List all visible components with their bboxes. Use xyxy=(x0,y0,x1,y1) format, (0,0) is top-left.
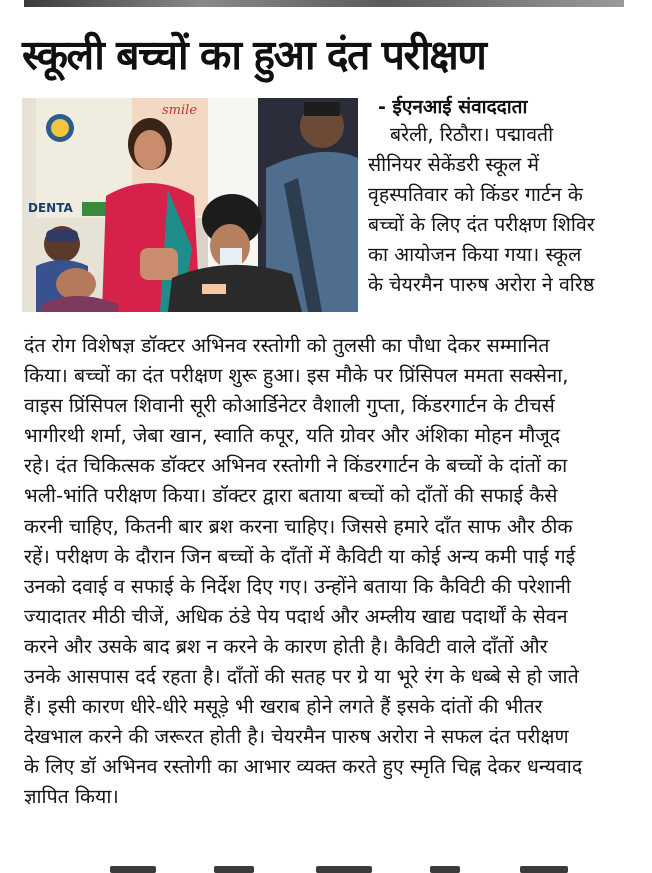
body-text-full-width xyxy=(24,331,638,813)
text-line: भागीरथी शर्मा, जेबा खान, स्वाति कपूर, यति ग्रोवर और अंशिका मोहन मौजूद xyxy=(24,424,561,448)
text-line: हैं। इसी कारण धीरे-धीरे मसूड़े भी खराब होने लगते हैं इसके दांतों की भीतर xyxy=(24,695,543,719)
photo-banner-text: smile xyxy=(162,103,198,118)
text-line: दंत रोग विशेषज्ञ डॉक्टर अभिनव रस्तोगी को तुलसी का पौधा देकर सम्मानित xyxy=(24,334,550,357)
text-line: भली-भांति परीक्षण किया। डॉक्टर द्वारा बताया बच्चों को दाँतों की सफाई कैसे xyxy=(24,484,558,508)
headline: स्कूली बच्चों का हुआ दंत परीक्षण xyxy=(22,31,486,79)
text-line: ज्यादातर मीठी चीजें, अधिक ठंडे पेय पदार्थ और अम्लीय खाद्य पदार्थों के सेवन xyxy=(24,604,568,628)
text-line: के चेयरमैन पारुष अरोरा ने वरिष्ठ xyxy=(368,273,595,297)
body-text-right-column xyxy=(368,120,640,301)
text-line: रहें। परीक्षण के दौरान जिन बच्चों के दाँतों में कैविटी या कोई अन्य कमी पाई गई xyxy=(24,544,576,568)
text-line: सीनियर सेकेंडरी स्कूल में xyxy=(368,153,540,177)
text-line: किया। बच्चों का दंत परीक्षण शुरू हुआ। इस मौके पर प्रिंसिपल ममता सक्सेना, xyxy=(24,364,569,388)
text-line: करने और उसके बाद ब्रश न करने के कारण होती है। कैविटी वाले दाँतों और xyxy=(24,634,548,658)
text-line: के लिए डॉ अभिनव रस्तोगी का आभार व्यक्त करते हुए स्मृति चिह्न देकर धन्यवाद xyxy=(24,755,583,779)
text-line: करनी चाहिए, कितनी बार ब्रश करना चाहिए। जिससे हमारे दाँत साफ और ठीक xyxy=(24,514,573,538)
byline: - ईएनआई संवाददाता xyxy=(378,96,528,118)
bottom-cropped-strip xyxy=(0,862,652,873)
text-line: का आयोजन किया गया। स्कूल xyxy=(368,243,582,267)
text-line: बच्चों के लिए दंत परीक्षण शिविर xyxy=(368,213,595,237)
text-line: उनके आसपास दर्द रहता है। दाँतों की सतह पर ग्रे या भूरे रंग के धब्बे से हो जाते xyxy=(24,665,579,689)
text-line: वाइस प्रिंसिपल शिवानी सूरी कोआर्डिनेटर वैशाली गुप्ता, किंडरगार्टन के टीचर्स xyxy=(24,394,555,418)
text-line: वृहस्पतिवार को किंडर गार्टन के xyxy=(368,183,583,207)
text-line: उनको दवाई व सफाई के निर्देश दिए गए। उन्होंने बताया कि कैविटी की परेशानी xyxy=(24,574,571,598)
article-photo xyxy=(22,98,358,312)
text-line: देखभाल करने की जरूरत होती है। चेयरमैन पारुष अरोरा ने सफल दंत परीक्षण xyxy=(24,725,569,749)
top-cropped-strip xyxy=(0,0,652,14)
text-line: रहे। दंत चिकित्सक डॉक्टर अभिनव रस्तोगी ने किंडरगार्टन के बच्चों के दांतों का xyxy=(24,454,568,478)
text-line: ज्ञापित किया। xyxy=(24,785,119,809)
text-line: बरेली, रिठौरा। पद्मावती xyxy=(390,123,554,146)
photo-sign-text: DENTA xyxy=(28,201,73,215)
